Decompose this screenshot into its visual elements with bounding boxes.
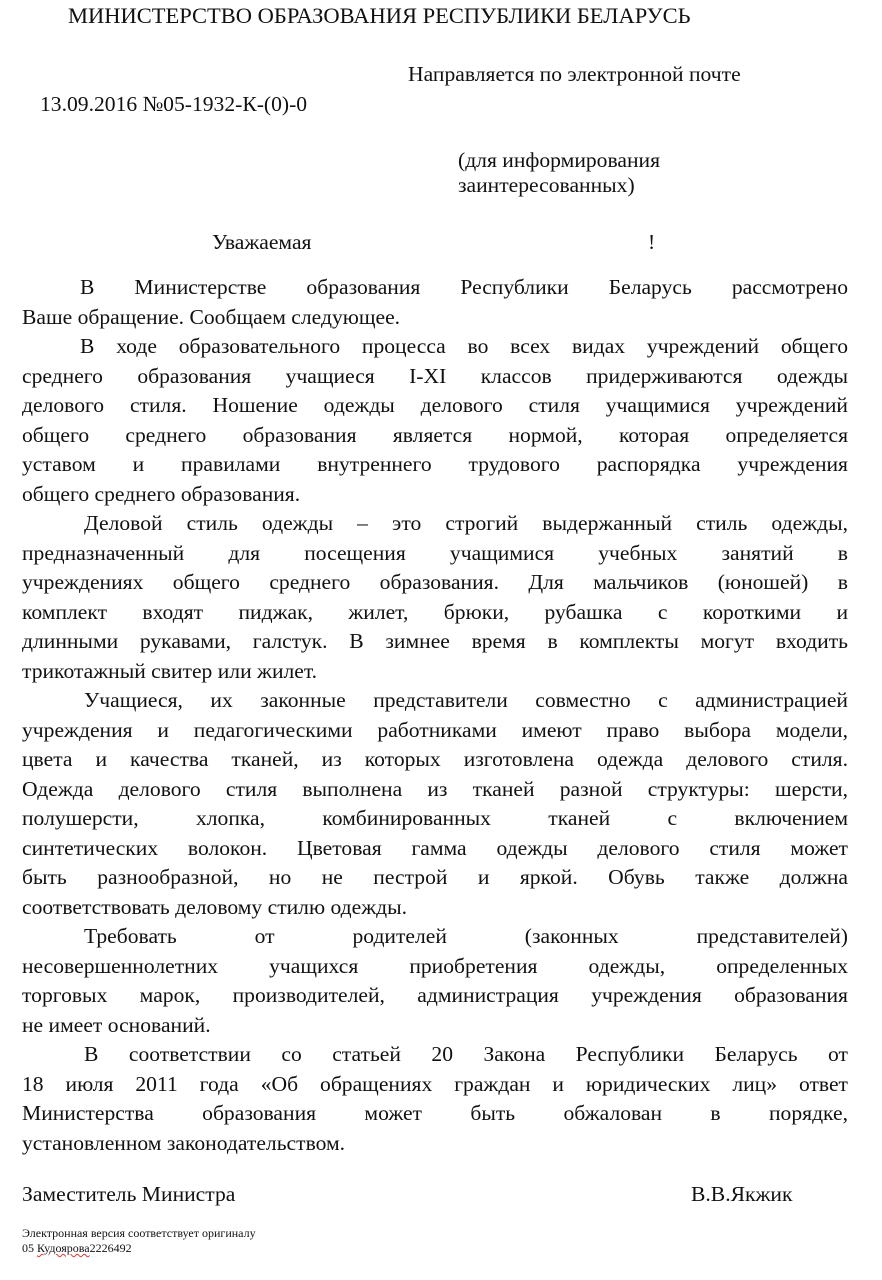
salutation: Уважаемая bbox=[212, 230, 312, 254]
ministry-header: МИНИСТЕРСТВО ОБРАЗОВАНИЯ РЕСПУБЛИКИ БЕЛАРУСЬ bbox=[68, 3, 691, 28]
paragraph-line: Ваше обращение. Сообщаем следующее. bbox=[22, 304, 401, 329]
executor-prefix: 05 bbox=[22, 1241, 37, 1255]
paragraph-line: синтетических волокон. Цветовая гамма одежды делового стиля может bbox=[22, 835, 848, 860]
paragraph-line: Требовать от родителей (законных представителей) bbox=[84, 924, 848, 948]
paragraph-line: Деловой стиль одежды – это строгий выдержанный стиль одежды, bbox=[84, 511, 848, 535]
signer-name: В.В.Якжик bbox=[691, 1182, 793, 1206]
paragraph-line: Министерства образования может быть обжалован в порядке, bbox=[22, 1101, 848, 1125]
paragraph-line: предназначенный для посещения учащимися учебных занятий в bbox=[22, 540, 848, 565]
body-paragraph bbox=[22, 686, 848, 922]
paragraph-line: Учащиеся, их законные представители совместно с администрацией bbox=[84, 688, 848, 712]
electronic-version-note: Электронная версия соответствует оригиналу bbox=[22, 1226, 256, 1240]
executor-name: Кудоярова bbox=[37, 1241, 90, 1255]
paragraph-line: соответствовать деловому стилю одежды. bbox=[22, 894, 408, 919]
paragraph-line: общего среднего образования. bbox=[22, 481, 301, 506]
body-paragraph bbox=[22, 332, 848, 509]
paragraph-line: Одежда делового стиля выполнена из тканей разной структуры: шерсти, bbox=[22, 776, 848, 801]
paragraph-line: торговых марок, производителей, администрация учреждения образования bbox=[22, 983, 848, 1007]
paragraph-line: учреждения и педагогическими работниками имеют право выбора модели, bbox=[22, 717, 848, 742]
paragraph-line: В ходе образовательного процесса во всех видах учреждений общего bbox=[80, 334, 848, 358]
body-paragraph bbox=[22, 922, 848, 1040]
paragraph-line: делового стиля. Ношение одежды делового стиля учащимися учреждений bbox=[22, 393, 848, 417]
body-paragraph bbox=[22, 509, 848, 686]
paragraph-line: трикотажный свитер или жилет. bbox=[22, 658, 318, 683]
document-number: 13.09.2016 №05-1932-К-(0)-0 bbox=[40, 92, 308, 116]
body-paragraph bbox=[22, 1040, 848, 1158]
paragraph-line: учреждениях общего среднего образования. Для мальчиков (юношей) в bbox=[22, 570, 848, 594]
paragraph-line: несовершеннолетних учащихся приобретения одежды, определенных bbox=[22, 953, 848, 978]
paragraph-line: цвета и качества тканей, из которых изготовлена одежда делового стиля. bbox=[22, 747, 848, 771]
salutation-exclamation: ! bbox=[648, 230, 656, 254]
paragraph-line: В Министерстве образования Республики Беларусь рассмотрено bbox=[80, 275, 848, 299]
paragraph-line: В соответствии со статьей 20 Закона Республики Беларусь от bbox=[84, 1042, 848, 1066]
info-note-line: заинтересованных) bbox=[458, 173, 635, 197]
paragraph-line: 18 июля 2011 года «Об обращениях граждан и юридических лиц» ответ bbox=[22, 1071, 848, 1096]
paragraph-line: комплект входят пиджак, жилет, брюки, рубашка с короткими и bbox=[22, 599, 848, 624]
paragraph-line: длинными рукавами, галстук. В зимнее время в комплекты могут входить bbox=[22, 629, 848, 653]
executor-phone: 2226492 bbox=[89, 1241, 132, 1255]
body-paragraph bbox=[22, 273, 848, 332]
signer-title: Заместитель Министра bbox=[22, 1182, 236, 1206]
executor-line bbox=[22, 1241, 256, 1256]
paragraph-line: уставом и правилами внутреннего трудового распорядка учреждения bbox=[22, 452, 848, 476]
info-note bbox=[458, 148, 660, 198]
footer-note bbox=[22, 1226, 256, 1256]
info-note-line: (для информирования bbox=[458, 148, 661, 172]
paragraph-line: быть разнообразной, но не пестрой и яркой. Обувь также должна bbox=[22, 865, 848, 889]
paragraph-line: установленном законодательством. bbox=[22, 1130, 346, 1155]
paragraph-line: среднего образования учащиеся I-XI классов придерживаются одежды bbox=[22, 363, 848, 388]
delivery-note: Направляется по электронной почте bbox=[408, 62, 741, 86]
paragraph-line: полушерсти, хлопка, комбинированных тканей с включением bbox=[22, 806, 848, 830]
paragraph-line: не имеет оснований. bbox=[22, 1012, 211, 1037]
paragraph-line: общего среднего образования является нормой, которая определяется bbox=[22, 422, 848, 447]
letter-body bbox=[22, 273, 848, 1158]
